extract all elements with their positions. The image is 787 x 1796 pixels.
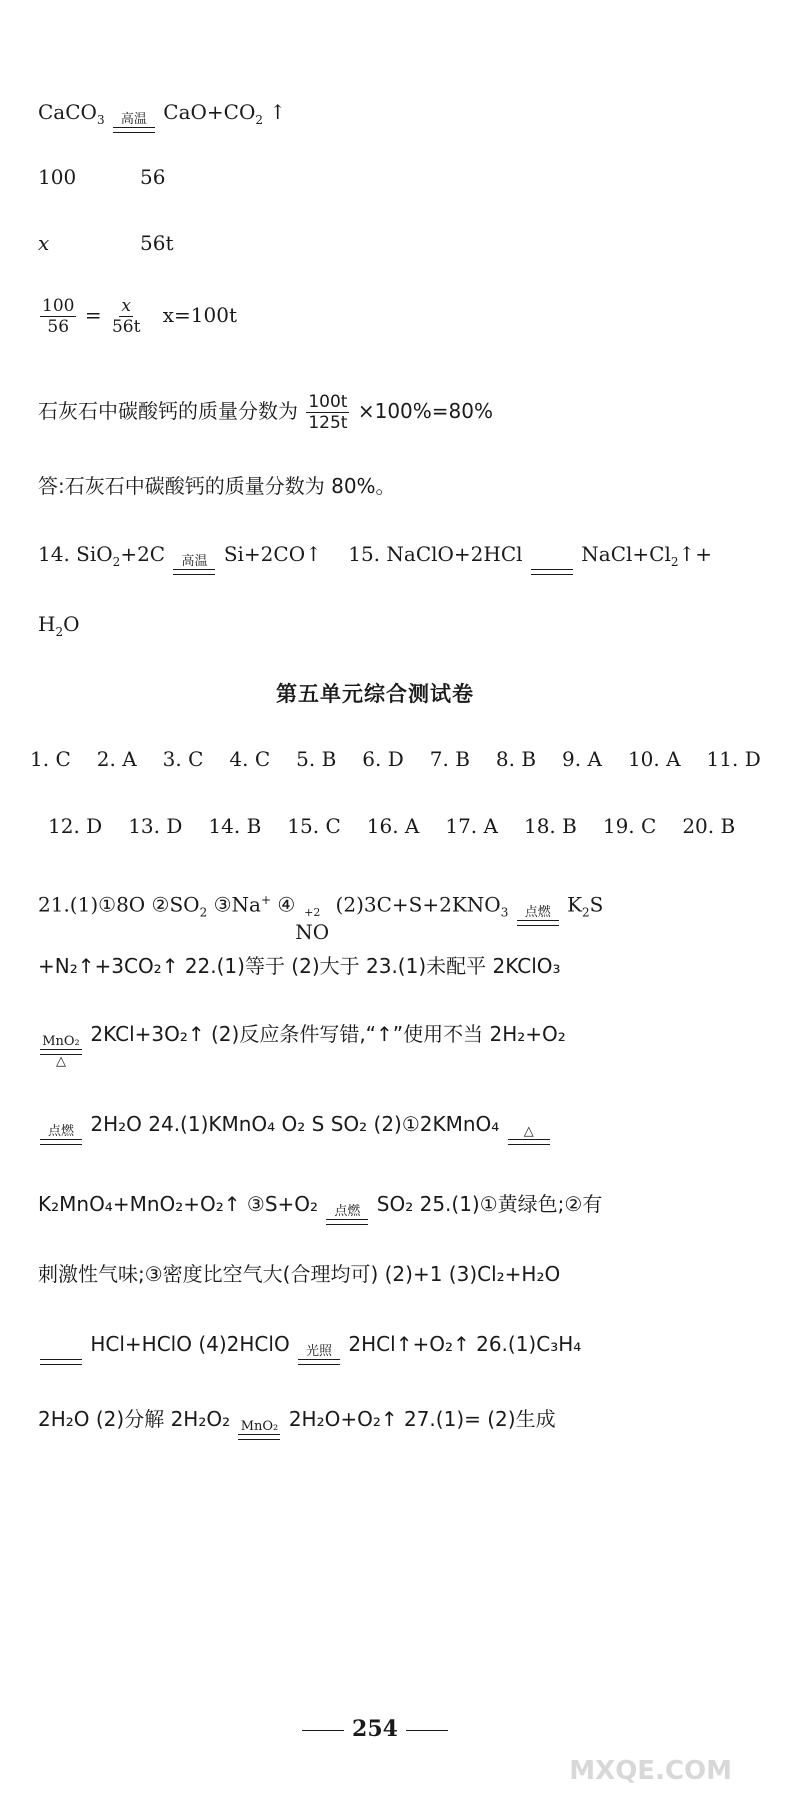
reaction-condition (298, 1345, 340, 1365)
choice-answer: 5. B (296, 747, 337, 771)
q14-prefix: 14. SiO (38, 542, 113, 566)
text: 2H₂O 24.(1)KMnO₄ O₂ S SO₂ (2)①2KMnO₄ (90, 1112, 500, 1136)
q26-line (38, 1405, 556, 1440)
equals-bar (173, 569, 215, 575)
mass-text: 石灰石中碳酸钙的质量分数为 (38, 399, 298, 423)
h2o-line (38, 610, 80, 646)
choice-answer: 2. A (96, 747, 137, 771)
q15-products: NaCl+Cl (581, 542, 671, 566)
choice-answer: 15. C (287, 814, 341, 838)
text: 2H₂O (2)分解 2H₂O₂ (38, 1407, 231, 1431)
equals-bar (326, 1219, 368, 1225)
numerator: 100t (308, 392, 348, 412)
sub: 2 (55, 625, 64, 639)
choice-answer: 1. C (30, 747, 71, 771)
text: K₂MnO₄+MnO₂+O₂↑ ③S+O₂ (38, 1192, 319, 1216)
text: S (589, 892, 604, 917)
reaction-condition (173, 555, 215, 575)
fraction-100-56 (40, 296, 76, 337)
choice-answer: 13. D (128, 814, 183, 838)
choice-answer: 12. D (48, 814, 103, 838)
text: ③Na (207, 892, 261, 917)
text: ④ (271, 892, 296, 917)
spacer (550, 555, 554, 569)
equals-bar (531, 569, 573, 575)
reaction-equals (531, 555, 573, 575)
q22-line: +N₂↑+3CO₂↑ 22.(1)等于 (2)大于 23.(1)未配平 2KClO₃ (38, 954, 561, 978)
sub: 2 (670, 555, 679, 569)
equals-bar (40, 1359, 82, 1365)
equals-sign: = (84, 303, 102, 327)
dash (406, 1730, 448, 1731)
q24-line (38, 1110, 552, 1145)
text: 21.(1)①8O ②SO (38, 892, 200, 917)
sub: 2 (112, 555, 121, 569)
equals-bar (113, 127, 155, 133)
reaction-condition (40, 1035, 82, 1069)
denominator: 56t (111, 317, 141, 337)
gas-arrow: ↑ (269, 100, 287, 124)
fraction-100t-125t (306, 392, 349, 433)
sup: + (260, 893, 271, 907)
q14-q15-line (38, 540, 712, 576)
ratio-row-1 (38, 163, 166, 191)
page-number (0, 1716, 750, 1742)
eq-sub: 3 (96, 113, 105, 127)
eq-reactant: CaCO (38, 100, 97, 124)
choice-answer: 9. A (562, 747, 602, 771)
choice-answer: 4. C (229, 747, 271, 771)
text: K (567, 892, 583, 917)
reaction-condition (508, 1125, 550, 1145)
no-with-valence (295, 905, 330, 946)
q14-mid: +2C (120, 542, 166, 566)
q15-end: ↑+ (678, 542, 713, 566)
spacer (59, 1345, 63, 1359)
heat-symbol: △ (56, 1054, 66, 1069)
choice-answer: 6. D (362, 747, 404, 771)
watermark-logo: MXQE.COM (569, 1756, 732, 1786)
valence: +2 (304, 905, 321, 919)
equals-bar (517, 920, 559, 926)
sub: 2 (199, 905, 208, 920)
text: 2HCl↑+O₂↑ 26.(1)C₃H₄ (348, 1332, 582, 1356)
numerator: 100 (42, 296, 75, 316)
text: SO₂ 25.(1)①黄绿色;②有 (376, 1192, 603, 1216)
condition-label: 点燃 (47, 1124, 74, 1139)
equals-bar (508, 1139, 550, 1145)
text: (2)3C+S+2KNO (329, 892, 501, 917)
value-56: 56 (140, 165, 166, 189)
choice-answer: 19. C (602, 814, 657, 838)
reaction-condition (40, 1125, 82, 1145)
condition-label: 点燃 (334, 1204, 361, 1219)
reaction-condition (517, 906, 559, 926)
q25-4-line (38, 1330, 581, 1365)
section-title: 第五单元综合测试卷 (276, 682, 474, 706)
q14-products: Si+2CO↑ (223, 542, 322, 566)
proportion-equation (38, 296, 237, 337)
condition-label: 高温 (120, 112, 147, 127)
choice-answer: 18. B (523, 814, 577, 838)
equation-caco3 (38, 98, 286, 134)
page-number-text: 254 (352, 1716, 398, 1742)
choices-row-1 (30, 745, 787, 773)
text: 2H₂O+O₂↑ 27.(1)= (2)生成 (288, 1407, 556, 1431)
sub: 3 (500, 905, 509, 920)
reaction-condition (326, 1205, 368, 1225)
equals-bar (298, 1359, 340, 1365)
q21-line (38, 886, 603, 946)
text: 2KCl+3O₂↑ (2)反应条件写错,“↑”使用不当 2H₂+O₂ (90, 1022, 566, 1046)
o: O (63, 612, 80, 636)
dash (302, 1730, 344, 1731)
fraction-x-56t (110, 296, 142, 337)
choice-answer: 7. B (429, 747, 470, 771)
value-56t: 56t (140, 231, 174, 255)
choice-answer: 11. D (706, 747, 761, 771)
reaction-equals (40, 1345, 82, 1365)
eq-products: CaO+CO (163, 100, 256, 124)
result-x: x=100t (162, 303, 238, 327)
h: H (38, 612, 56, 636)
q25-line (38, 1190, 602, 1225)
heat-symbol: △ (523, 1124, 534, 1139)
q15-reactants: 15. NaClO+2HCl (348, 542, 523, 566)
choice-answer: 14. B (208, 814, 262, 838)
q23-line (38, 1020, 566, 1069)
numerator: x (121, 296, 131, 316)
answer-line: 答:石灰石中碳酸钙的质量分数为 80%。 (38, 474, 396, 498)
value-100: 100 (38, 165, 77, 189)
condition-label: MnO₂ (42, 1034, 80, 1049)
denominator: 56 (47, 317, 70, 337)
condition-label: 高温 (181, 554, 208, 569)
value-x: x (38, 231, 50, 255)
choices-row-2 (48, 812, 761, 840)
condition-label: 点燃 (524, 904, 551, 920)
no: NO (295, 919, 330, 944)
choice-answer: 16. A (366, 814, 420, 838)
choice-answer: 8. B (495, 747, 537, 771)
denominator: 125t (308, 413, 348, 433)
text: HCl+HClO (4)2HClO (90, 1332, 290, 1356)
choice-answer: 3. C (162, 747, 204, 771)
equals-bar (40, 1139, 82, 1145)
reaction-condition (238, 1420, 280, 1440)
ratio-row-2 (38, 229, 174, 257)
condition-label: 光照 (306, 1344, 333, 1359)
condition-label: MnO₂ (240, 1419, 279, 1434)
sub: 2 (582, 905, 590, 920)
mass-result: ×100%=80% (357, 399, 493, 423)
choice-answer: 17. A (445, 814, 498, 838)
q25-cont-line: 刺激性气味;③密度比空气大(合理均可) (2)+1 (3)Cl₂+H₂O (38, 1262, 561, 1286)
eq-sub: 2 (255, 113, 264, 127)
choice-answer: 10. A (627, 747, 681, 771)
choice-answer: 20. B (682, 814, 736, 838)
reaction-condition (113, 113, 155, 133)
mass-fraction-line (38, 392, 493, 433)
equals-bar (238, 1434, 280, 1440)
